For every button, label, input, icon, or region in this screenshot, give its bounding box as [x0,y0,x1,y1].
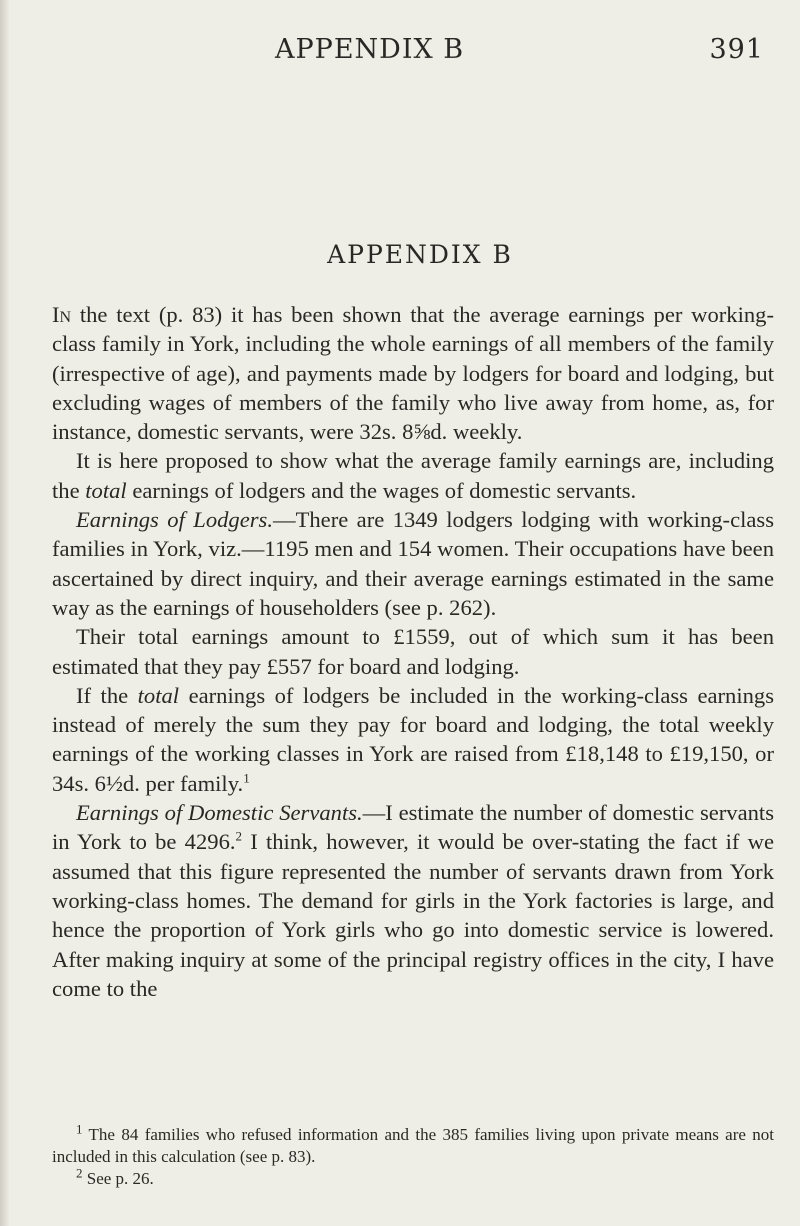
paragraph-text: earnings of lodgers be included in the working-class earnings instead of merely the sum they pay for board and lodging, the total weekly earnings of the working classes in York are raised from £18,148 to £19,150, or 34s. 6½d. per family. [52,682,774,796]
emphasis: total [137,682,180,708]
chapter-title: APPENDIX B [327,240,513,269]
paragraph-text: the text (p. 83) it has been shown that the average earnings per working-class family in York, including the whole earnings of all members of the family (irrespective of age), and payments made by lodgers for board and lodging, but excluding wages of members of the family who live away from home, as, for instance, domestic servants, were 32s. 8⅝d. weekly. [52,302,774,445]
page-edge-shadow [0,0,10,1226]
footnote-text: The 84 families who refused information and the 385 families living upon private means are not included in this calculation (see p. 83). [52,1125,774,1166]
footnote [52,1121,774,1168]
footnote-ref: 1 [243,770,250,786]
paragraph-total-earnings [52,681,774,798]
paragraph-lodgers [52,505,774,622]
paragraph-servants [52,798,774,1003]
paragraph-text: It is here proposed to show what the average family earnings are, including the [52,448,774,503]
footnote-mark: 1 [76,1121,83,1137]
page-number: 391 [709,34,764,65]
paragraph-lodger-earnings [52,622,774,681]
section-heading: Earnings of Domestic Servants. [76,800,363,826]
body-text [52,300,774,1003]
paragraph-text: Their total earnings amount to £1559, out of which sum it has been estimated that they pay £557 for board and lodging. [52,624,774,679]
paragraph-text: If the [76,682,138,708]
footnotes [52,1121,774,1190]
footnote-ref: 2 [235,828,243,844]
paragraph-text: —There are 1349 lodgers lodging with working-class families in York, viz.—1195 men and 154 women. Their occupations have been ascertained by direct inquiry, and their average earnings estimated in the same way as the earnings of householders (see p. 262). [52,507,774,620]
paragraph-proposal [52,446,774,505]
footnote [52,1165,774,1190]
footnote-text: See p. 26. [82,1169,154,1188]
footnote-mark: 2 [76,1165,83,1181]
paragraph-text: —I estimate the number of domestic servants in York to be 4296. [52,800,775,855]
paragraph-text: earnings of lodgers and the wages of domestic servants. [126,477,637,503]
lead-word: In [52,302,72,327]
emphasis: total [85,477,127,503]
running-title: APPENDIX B [275,34,465,65]
paragraph-intro [52,300,774,446]
section-heading: Earnings of Lodgers. [76,507,273,533]
paragraph-text: I think, however, it would be over-stating the fact if we assumed that this figure represented the number of servants drawn from York working-class homes. The demand for girls in the York factories is large, and hence the proportion of York girls who go into domestic service is lowered. After making inquiry at some of the principal registry offices in the city, I have come to the [52,829,774,1001]
